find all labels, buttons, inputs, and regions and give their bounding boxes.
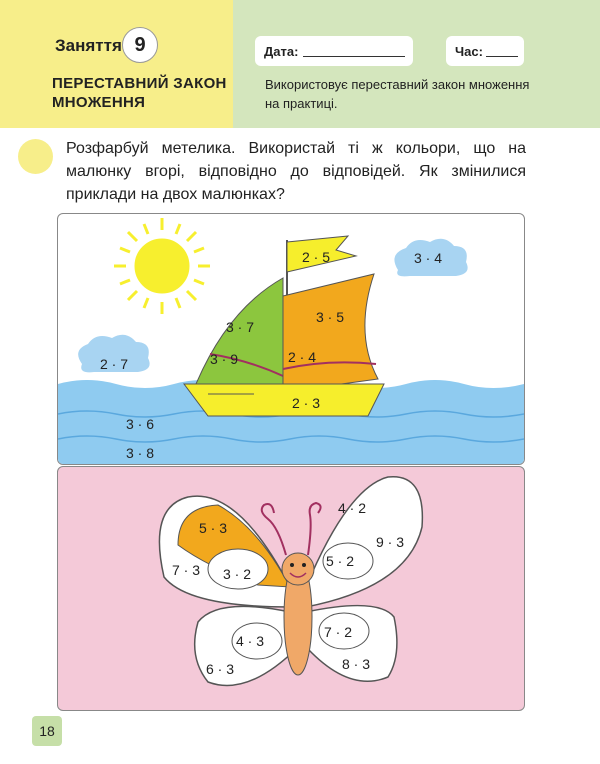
example-left-top-wing-outer: 5 · 3 [199,520,228,536]
sun-icon [114,218,210,314]
example-sail-left-lower: 3 · 9 [210,351,239,367]
example-left-top-wing-far: 7 · 3 [172,562,201,578]
example-left-bottom-wing-inner: 4 · 3 [236,633,265,649]
sail-right [283,274,378,392]
time-field[interactable] [446,36,524,66]
example-left-bottom-wing-outer: 6 · 3 [206,661,235,677]
lesson-label: Заняття [55,36,122,55]
example-right-top-wing-outer: 9 · 3 [376,534,405,550]
lesson-topic: ПЕРЕСТАВНИЙ ЗАКОН МНОЖЕННЯ [52,75,227,111]
example-sail-right-lower: 2 · 4 [288,349,317,365]
example-sail-left-upper: 3 · 7 [226,319,255,335]
butterfly-head [282,553,314,585]
time-line [486,56,518,57]
example-sail-right-upper: 3 · 5 [316,309,345,325]
example-right-top-wing-top: 4 · 2 [338,500,367,516]
sailboat-picture [57,213,525,465]
example-cloud-right: 3 · 4 [414,250,443,266]
example-cloud-left: 2 · 7 [100,356,129,372]
example-hull: 2 · 3 [292,395,321,411]
time-label: Час: [455,44,483,59]
example-left-top-wing-inner: 3 · 2 [223,566,252,582]
example-right-top-wing-inner: 5 · 2 [326,553,355,569]
butterfly-picture [57,466,525,711]
example-water-2: 3 · 8 [126,445,155,461]
date-label: Дата: [264,44,299,59]
example-water-1: 3 · 6 [126,416,155,432]
right-top-wing [306,477,422,607]
lesson-number-badge: 9 [122,27,158,63]
date-line [303,56,405,57]
task-bullet-icon [18,139,53,174]
example-right-bottom-wing-inner: 7 · 2 [324,624,353,640]
date-field[interactable] [255,36,413,66]
example-right-bottom-wing-outer: 8 · 3 [342,656,371,672]
task-text: Розфарбуй метелика. Використай ті ж кольори, що на малюнку вгорі, відповідно до відповідей. Як змінилися приклади на двох малюнках? [66,140,526,203]
lesson-objective: Використовує переставний закон множення на практиці. [265,77,530,111]
hull [184,384,384,416]
example-flag: 2 · 5 [302,249,331,265]
page-number: 18 [32,716,62,746]
antenna-right-icon [308,503,321,555]
